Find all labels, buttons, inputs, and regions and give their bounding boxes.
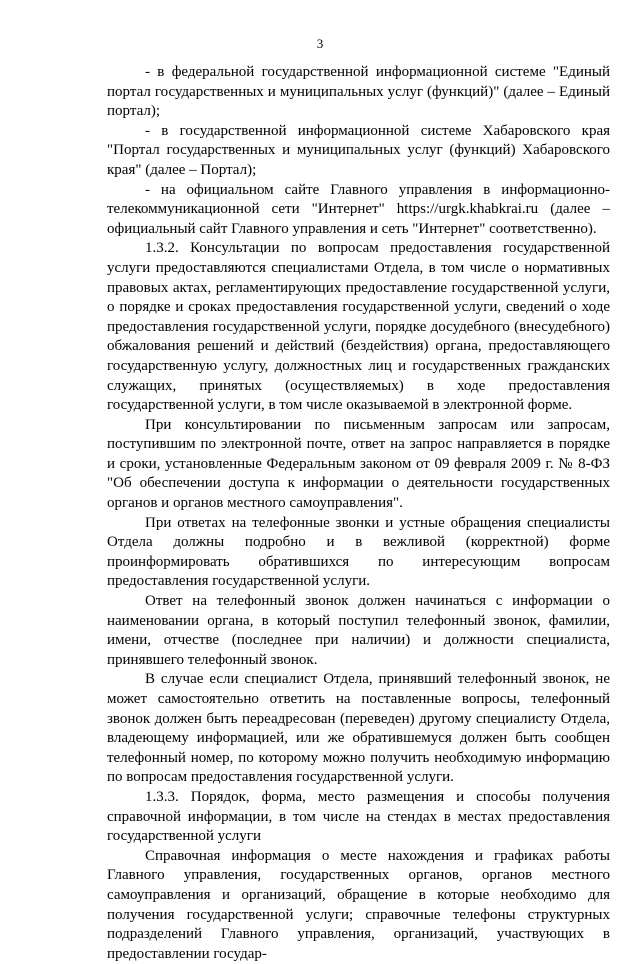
paragraph-1-3-3-reference-info: 1.3.3. Порядок, форма, место размещения и способы получения справочной информации, в том числе на стендах в местах предоставления государственной услуги	[107, 788, 610, 845]
paragraph-reference-details: Справочная информация о месте нахождения и графиках работы Главного управления, государственных органов, органов местного самоуправления и организаций, обращение в которые необходимо для получения государственной услуги; справочные телефоны структурных подразделений Главного управления, организаций, участвующих в предоставлении государ-	[107, 847, 610, 962]
document-body	[107, 63, 610, 964]
paragraph-phone-greeting: Ответ на телефонный звонок должен начинаться с информации о наименовании органа, в который поступил телефонный звонок, фамилии, имени, отчестве (последнее при наличии) и должности специалиста, принявшего телефонный звонок.	[107, 593, 610, 668]
paragraph-unified-portal: - в федеральной государственной информационной системе "Единый портал государственных и муниципальных услуг (функций)" (далее – Единый портал);	[107, 64, 610, 120]
paragraph-written-requests: При консультировании по письменным запросам или запросам, поступившим по электронной почте, ответ на запрос направляется в порядке и сроки, установленные Федеральным законом от 09 февраля 2009 г. № 8-ФЗ "Об обеспечении доступа к информации о деятельности государственных органов и органов местного самоуправления".	[107, 416, 610, 512]
paragraph-1-3-2-consultations: 1.3.2. Консультации по вопросам предоставления государственной услуги предоставляются специалистами Отдела, в том числе о нормативных правовых актах, регламентирующих предоставление государственной услуги, о порядке и сроках предоставления государственной услуги, сведений о ходе предоставления государственной услуги, порядке досудебного (внесудебного) обжалования решений и действий (бездействия) органа, предоставляющего государственную услугу, должностных лиц и государственных гражданских служащих, принятых (осуществляемых) в ходе предоставления государственной услуги, в том числе оказываемой в электронной форме.	[107, 240, 610, 414]
page-number: 3	[316, 36, 324, 51]
paragraph-phone-answers: При ответах на телефонные звонки и устные обращения специалисты Отдела должны подробно и в вежливой (корректной) форме проинформировать обратившихся по интересующим вопросам предоставления государственной услуги.	[107, 514, 610, 590]
paragraph-official-site: - на официальном сайте Главного управления в информационно-телекоммуникационной сети "Интернет" https://urgk.khabkrai.ru (далее – официальный сайт Главного управления и сеть "Интернет" соответственно).	[107, 181, 610, 237]
paragraph-call-redirect: В случае если специалист Отдела, принявший телефонный звонок, не может самостоятельно ответить на поставленные вопросы, телефонный звонок должен быть переадресован (переведен) другому специалисту Отдела, владеющему информацией, или же обратившемуся должен быть сообщен телефонный номер, по которому можно получить необходимую информацию по вопросам предоставления государственной услуги.	[107, 671, 610, 786]
paragraph-regional-portal: - в государственной информационной системе Хабаровского края "Портал государственных и муниципальных услуг (функций) Хабаровского края" (далее – Портал);	[107, 122, 610, 178]
